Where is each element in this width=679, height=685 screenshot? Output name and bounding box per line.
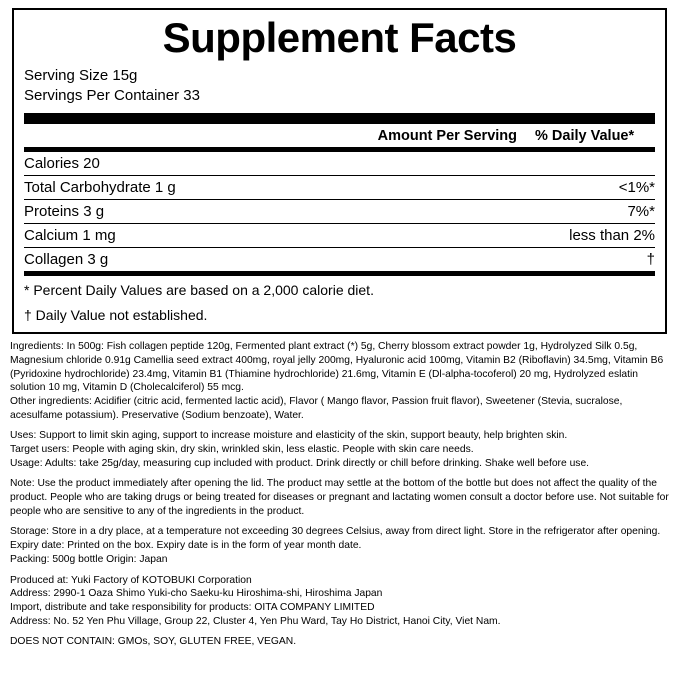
produced-at-text: Produced at: Yuki Factory of KOTOBUKI Corporation <box>10 574 252 586</box>
serving-size: Serving Size 15g <box>24 67 138 85</box>
target-users-text: Target users: People with aging skin, dry skin, wrinkled skin, less elastic. People with skin care needs. <box>10 444 474 455</box>
nutrient-name: Collagen 3 g <box>24 250 109 268</box>
table-row <box>24 152 655 175</box>
nutrient-value: † <box>646 250 655 268</box>
nutrition-table-header <box>24 124 655 147</box>
ingredients-text: Ingredients: In 500g: Fish collagen peptide 120g, Fermented plant extract (*) 5g, Cherry blossom extract powder 1g, Hydrolyzed Silk 0.5g, Magnesium chloride 0.91g Camellia seed extract 400mg, royal jelly 200mg, Hyaluronic acid 100mg, Vitamin B2 (Riboflavin) 34.5mg, Vitamin B6 (Pyridoxine hydrochloride) 23.4mg, Vitamin B1 (Thiamine hydrochloride) 21.6mg, Vitamin E (Dl-alpha-tocoferol) 20 mg, Hydrolyzed eslatin solution 10 mg, Vitamin D (Cholecalciferol) 55 mcg. <box>10 341 664 394</box>
footnote-dagger: † Daily Value not established. <box>24 306 208 323</box>
does-not-contain-text: DOES NOT CONTAIN: GMOs, SOY, GLUTEN FREE, VEGAN. <box>10 636 297 648</box>
footnote-daily-values: * Percent Daily Values are based on a 2,000 calorie diet. <box>24 281 374 298</box>
expiry-text: Expiry date: Printed on the box. Expiry date is in the form of year month date. <box>10 540 362 552</box>
importer-address-text: Address: No. 52 Yen Phu Village, Group 22, Cluster 4, Yen Phu Ward, Tay Ho District, Hanoi City, Viet Nam. <box>10 615 501 627</box>
importer-text: Import, distribute and take responsibility for products: OITA COMPANY LIMITED <box>10 601 375 613</box>
nutrient-value: <1%* <box>618 178 655 196</box>
packing-text: Packing: 500g bottle Origin: Japan <box>10 553 168 565</box>
panel-title: Supplement Facts <box>162 14 517 61</box>
manufacturer-block <box>10 574 669 629</box>
nutrient-value: 7%* <box>627 202 655 220</box>
note-block <box>10 477 669 518</box>
table-row <box>24 248 655 271</box>
storage-text: Storage: Store in a dry place, at a temperature not exceeding 30 degrees Celsius, away from direct light. Store in the refrigerator after opening. <box>10 526 661 538</box>
header-daily-value: % Daily Value* <box>535 127 635 144</box>
nutrient-name: Proteins 3 g <box>24 202 105 220</box>
ingredients-paragraph <box>10 340 669 395</box>
table-row <box>24 176 655 199</box>
label-body-text <box>10 340 669 649</box>
usage-block <box>10 429 669 470</box>
nutrient-name: Total Carbohydrate 1 g <box>24 178 176 196</box>
table-row <box>24 224 655 247</box>
storage-block <box>10 525 669 566</box>
allergen-block <box>10 635 669 649</box>
servings-per-container: Servings Per Container 33 <box>24 87 200 105</box>
other-ingredients-paragraph <box>10 395 669 422</box>
manufacturer-address-text: Address: 2990-1 Oaza Shimo Yuki-cho Saeku-ku Hiroshima-shi, Hiroshima Japan <box>10 588 383 600</box>
nutrient-name: Calcium 1 mg <box>24 226 116 244</box>
other-ingredients-text: Other ingredients: Acidifier (citric acid, fermented lactic acid), Flavor ( Mango flavor, Passion fruit flavor), Sweetener (Stevia, sucralose, acesulfame potassium). Preservative (Sodium benzoate), Water. <box>10 395 623 421</box>
table-row <box>24 200 655 223</box>
uses-text: Uses: Support to limit skin aging, support to increase moisture and elasticity of the skin, support beauty, help brighten skin. <box>10 430 568 442</box>
usage-text: Usage: Adults: take 25g/day, measuring cup included with product. Drink directly or chill before drinking. Shake well before use. <box>10 457 590 469</box>
nutrient-name: Calories 20 <box>24 154 100 172</box>
thick-divider <box>24 113 655 124</box>
note-text: Note: Use the product immediately after opening the lid. The product may settle at the bottom of the bottle but does not affect the quality of the product. People who are taking drugs or being treated for diseases or pregnant and lactating women consult a doctor before use. Not suitable for people who are sensitive to any of the ingredients in the product. <box>10 478 669 517</box>
nutrient-value: less than 2% <box>569 226 655 244</box>
header-amount-per-serving: Amount Per Serving <box>377 127 517 144</box>
supplement-facts-panel <box>12 8 667 334</box>
